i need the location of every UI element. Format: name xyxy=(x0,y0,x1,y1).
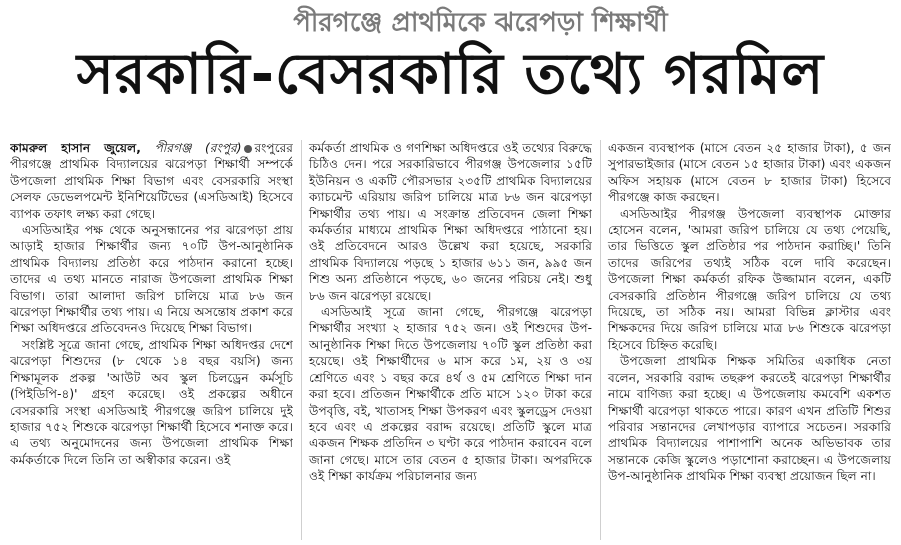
main-headline: সরকারি-বেসরকারি তথ্যে গরমিল xyxy=(76,42,825,107)
article-column-1 xyxy=(10,140,293,540)
article-body xyxy=(10,140,891,540)
article-column-2 xyxy=(301,140,592,540)
kicker-headline: পীরগঞ্জে প্রাথমিকে ঝরেপড়া শিক্ষার্থী xyxy=(293,8,668,38)
article-paragraph: উপজেলা প্রাথমিক শিক্ষক সমিতির একাধিক নেতা বলেন, সরকারি বরাদ্দ তছরুপ করতেই ঝরেপড়া শিক্ষার্থীর নামে বাণিজ্য করা হচ্ছে। এ উপজেলায় কমবেশি একশত শিক্ষার্থী ঝরেপড়া থাকতে পারে। কারণ এখন প্রতিটি শিশুর পরিবার সন্তানদের লেখাপড়ার ব্যাপারে সচেতন। সরকারি প্রাথমিক বিদ্যালয়ের পাশাপাশি অনেক অভিভাবক তার সন্তানকে কেজি স্কুলেও পড়াশোনা করাচ্ছেন। এ উপজেলায় উপ-আনুষ্ঠানিক প্রাথমিক শিক্ষা ব্যবস্থা প্রয়োজন ছিল না। xyxy=(608,354,891,484)
article-paragraph: সংশ্লিষ্ট সূত্রে জানা গেছে, প্রাথমিক শিক্ষা অধিদপ্তর দেশে ঝরেপড়া শিশুদের (৮ থেকে ১৪ বছর বয়সি) জন্য শিক্ষামূলক প্রকল্প 'আউট অব স্কুল চিলড্রেন কর্মসূচি (পিইডিপি-৪)' গ্রহণ করেছে। ওই প্রকল্পের অধীনে বেসরকারি সংস্থা এসডিআই পীরগঞ্জে জরিপ চালিয়ে দুই হাজার ৭৫২ শিশুকে ঝরেপড়া শিক্ষার্থী হিসেবে শনাক্ত করে। এ তথ্য অনুমোদনের জন্য উপজেলা প্রাথমিক শিক্ষা কর্মকর্তাকে দিলে তিনি তা অস্বীকার করেন। ওই xyxy=(10,337,293,467)
article-paragraph: কর্মকর্তা প্রাথমিক ও গণশিক্ষা অধিদপ্তরে ওই তথ্যের বিরুদ্ধে চিঠিও দেন। পরে সরকারিভাবে পীরগঞ্জ উপজেলার ১৫টি ইউনিয়ন ও একটি পৌরসভার ২৩৫টি প্রাথমিক বিদ্যালয়ের ক্যাচমেন্ট এরিয়ায় জরিপ চালিয়ে মাত্র ৮৬ জন ঝরেপড়া শিক্ষার্থীর তথ্য পায়। এ সংক্রান্ত প্রতিবেদন জেলা শিক্ষা কর্মকর্তার মাধ্যমে প্রাথমিক শিক্ষা অধিদপ্তরে পাঠানো হয়। ওই প্রতিবেদনে আরও উল্লেখ করা হয়েছে, সরকারি প্রাথমিক বিদ্যালয়ে পড়ছে ১ হাজার ৬১১ জন, ৯৯৫ জন শিশু অন্য প্রতিষ্ঠানে পড়ছে, ৬০ জনের পরিচয় নেই। শুধু ৮৬ জন ঝরেপড়া রয়েছে। xyxy=(309,141,592,303)
byline-location: পীরগঞ্জ (রংপুর) xyxy=(154,141,242,155)
article-paragraph: এসডিআইর পক্ষ থেকে অনুসন্ধানের পর ঝরেপড়া প্রায় আড়াই হাজার শিক্ষার্থীর জন্য ৭০টি উপ-আনুষ্ঠানিক প্রাথমিক বিদ্যালয় প্রতিষ্ঠা করে পাঠদান করানো হচ্ছে। তাদের এ তথ্য মানতে নারাজ উপজেলা প্রাথমিক শিক্ষা বিভাগ। তারা আলাদা জরিপ চালিয়ে মাত্র ৮৬ জন ঝরেপড়া শিক্ষার্থীর তথ্য পায়। এ নিয়ে অসন্তোষ প্রকাশ করে শিক্ষা অধিদপ্তরে প্রতিবেদনও দিয়েছে শিক্ষা বিভাগ। xyxy=(10,223,293,336)
article-paragraph: একজন ব্যবস্থাপক (মাসে বেতন ২৫ হাজার টাকা), ৫ জন সুপারভাইজার (মাসে বেতন ১৫ হাজার টাকা) এবং একজন অফিস সহায়ক (মাসে বেতন ৮ হাজার টাকা) হিসেবে পীরগঞ্জে কাজ করছেন। xyxy=(608,141,891,205)
byline-name: কামরুল হাসান জুয়েল, xyxy=(10,141,141,155)
paragraph-text: রংপুরের পীরগঞ্জে প্রাথমিক বিদ্যালয়ের ঝরেপড়া শিক্ষার্থী সম্পর্কে উপজেলা প্রাথমিক শিক্ষা বিভাগ এবং বেসরকারি সংস্থা সেলফ ডেভেলপমেন্ট ইনিশিয়েটিভের (এসডিআই) হিসেবে ব্যাপক তফাৎ লক্ষ্য করা গেছে। xyxy=(10,141,293,221)
article-paragraph: এসডিআইর পীরগঞ্জ উপজেলা ব্যবস্থাপক মোক্তার হোসেন বলেন, 'আমরা জরিপ চালিয়ে যে তথ্য পেয়েছি, তার ভিত্তিতে স্কুল প্রতিষ্ঠার পর পাঠদান করাচ্ছি।' তিনি তাদের জরিপের তথ্যই সঠিক বলে দাবি করেছেন। উপজেলা শিক্ষা কর্মকর্তা রফিক উজ্জামান বলেন, একটি বেসরকারি প্রতিষ্ঠান পীরগঞ্জে জরিপ চালিয়ে যে তথ্য দিয়েছে, তা সঠিক নয়। আমরা বিভিন্ন ক্লাস্টার এবং শিক্ষকদের দিয়ে জরিপ চালিয়ে মাত্র ৮৬ শিশুকে ঝরেপড়া হিসেবে চিহ্নিত করেছি। xyxy=(608,206,891,352)
article-paragraph xyxy=(10,140,293,222)
bullet-dot-icon xyxy=(244,145,252,153)
article-paragraph: এসডিআই সূত্রে জানা গেছে, পীরগঞ্জে ঝরেপড়া শিক্ষার্থীর সংখ্যা ২ হাজার ৭৫২ জন। ওই শিশুদের উপ-আনুষ্ঠানিক শিক্ষা দিতে উপজেলায় ৭০টি স্কুল প্রতিষ্ঠা করা হয়েছে। ওই শিক্ষার্থীদের ৬ মাস করে ১ম, ২য় ও ৩য় শ্রেণিতে এবং ১ বছর করে ৪র্থ ও ৫ম শ্রেণিতে শিক্ষা দান করা হবে। প্রতিজন শিক্ষার্থীকে প্রতি মাসে ১২০ টাকা করে উপবৃত্তি, বই, খাতাসহ শিক্ষা উপকরণ এবং স্কুলড্রেস দেওয়া হবে এবং এ প্রকল্পের বরাদ্দ রয়েছে। প্রতিটি স্কুলে মাত্র একজন শিক্ষক প্রতিদিন ৩ ঘণ্টা করে পাঠদান করাবেন বলে জানা গেছে। মাসে তার বেতন ৫ হাজার টাকা। অপরদিকে ওই শিক্ষা কার্যক্রম পরিচালনার জন্য xyxy=(309,305,592,484)
article-column-3 xyxy=(600,140,891,540)
